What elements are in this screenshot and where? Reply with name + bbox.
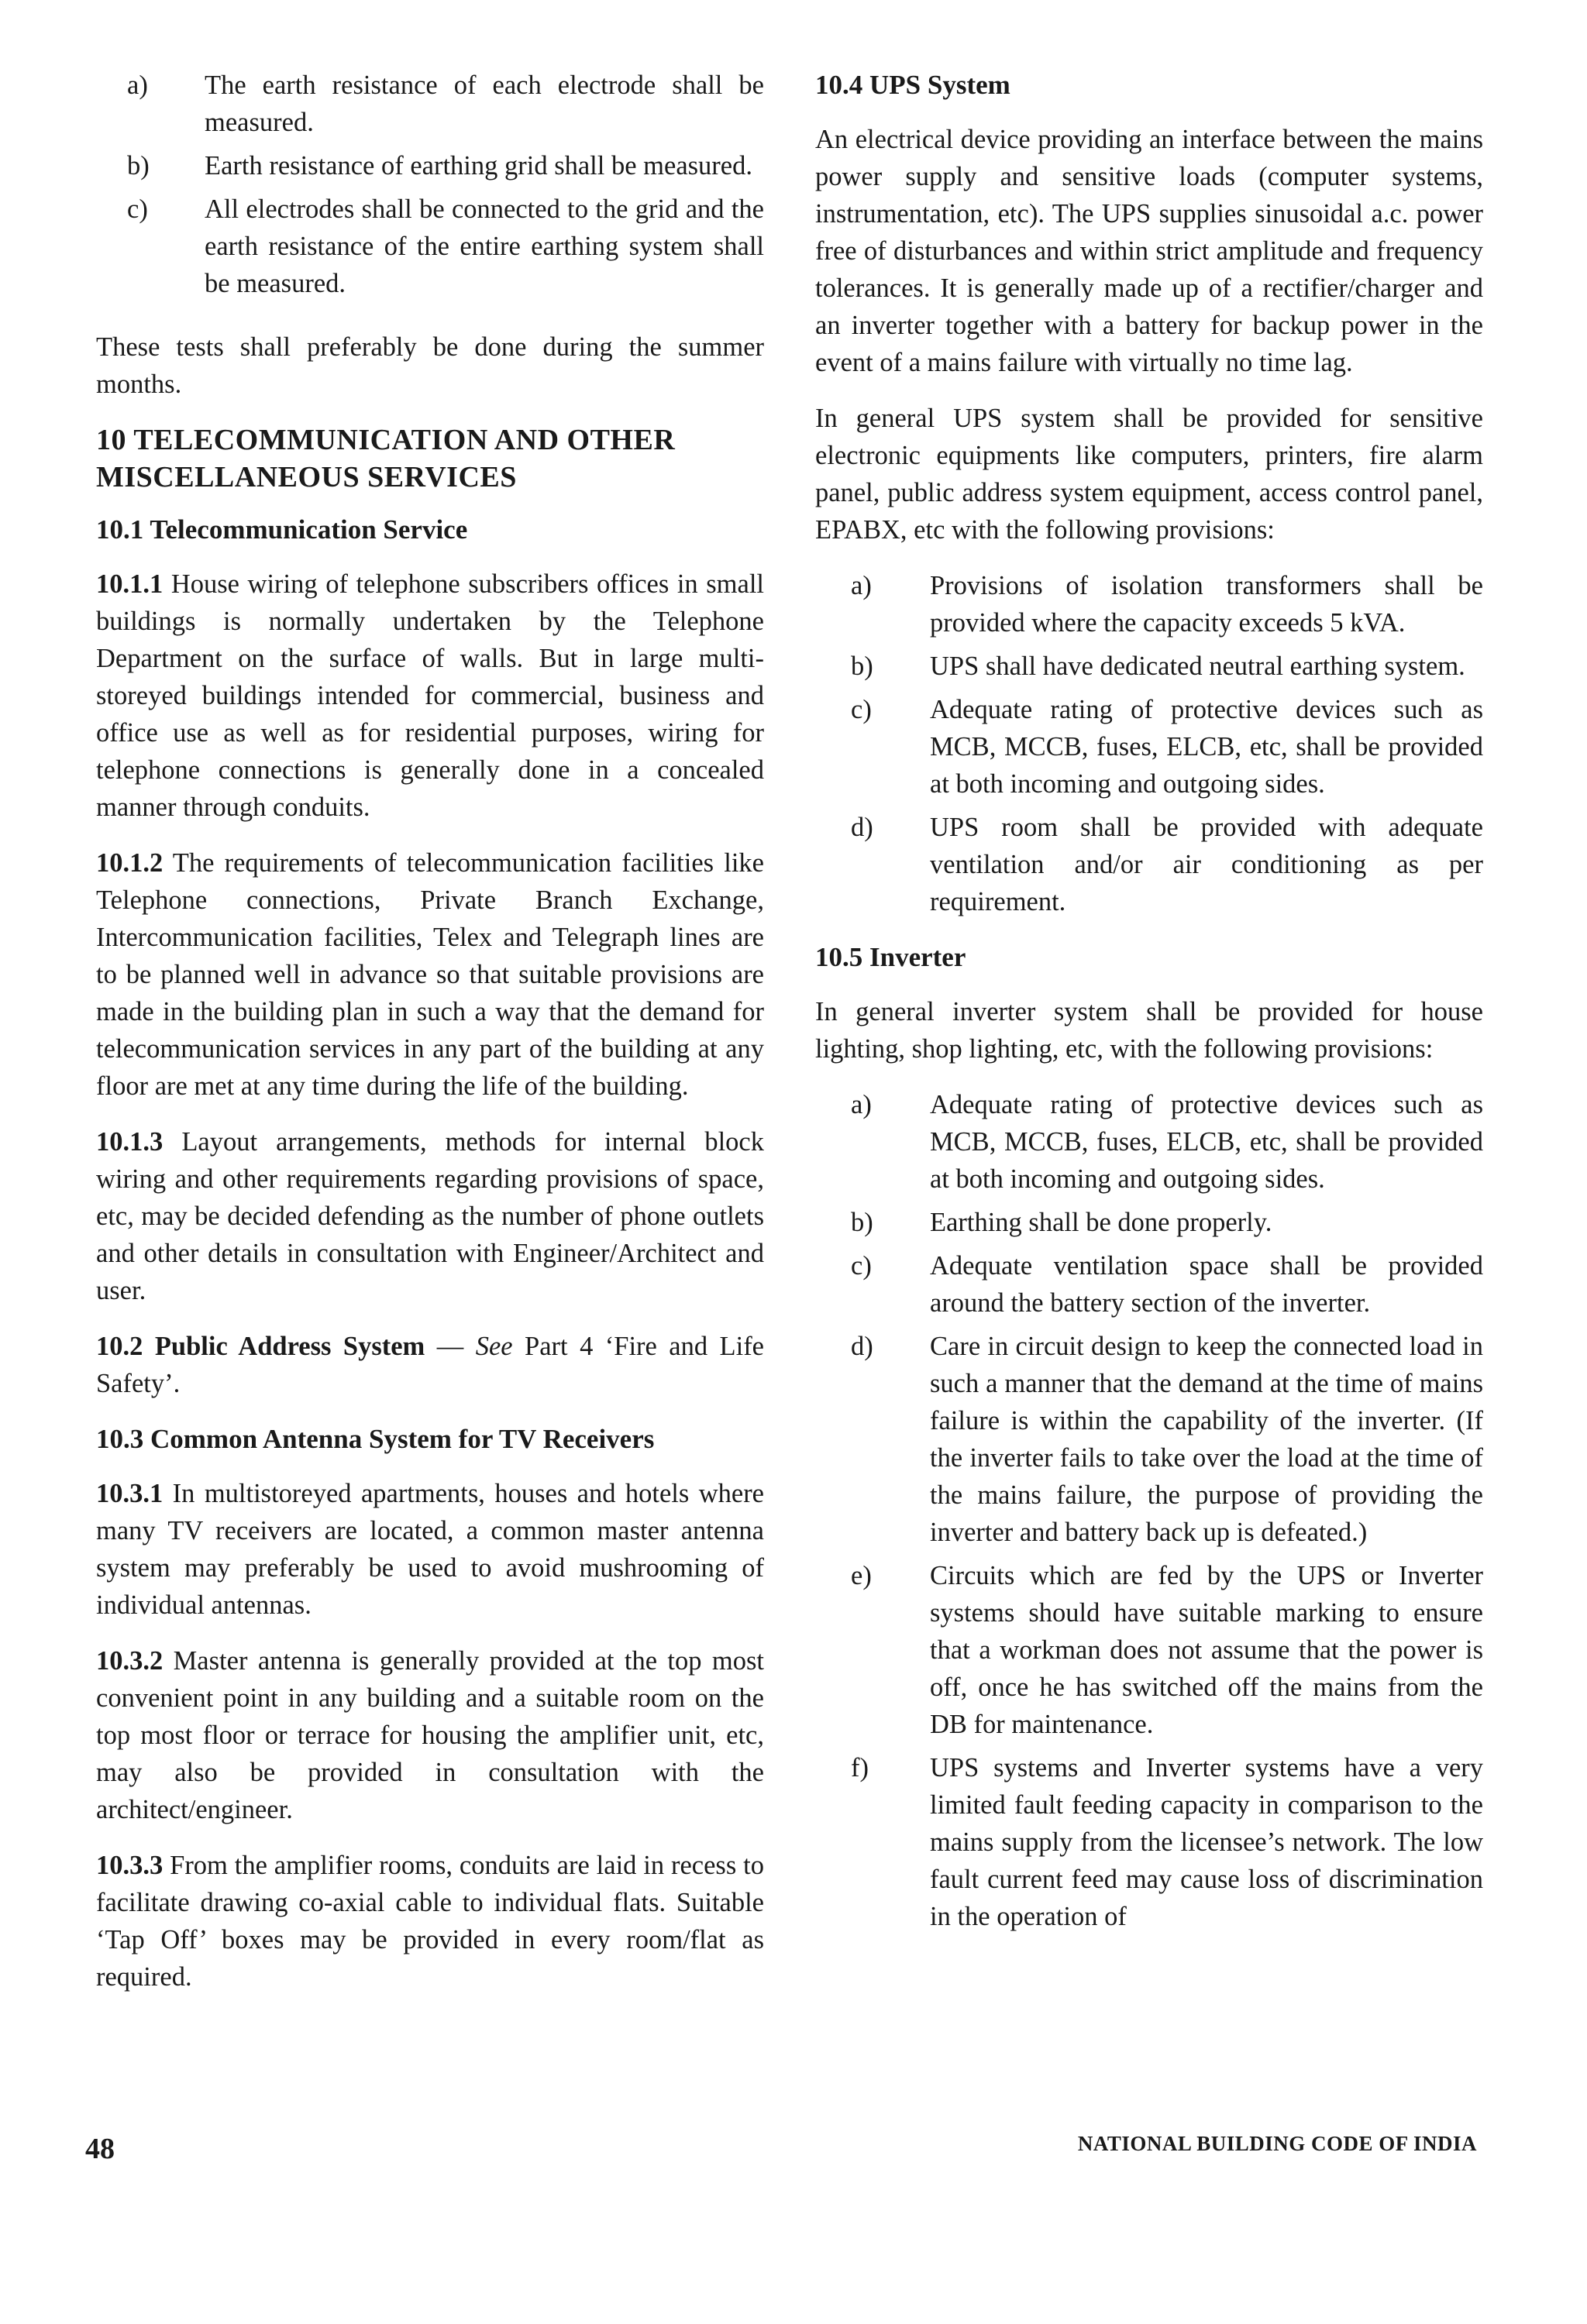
clause-number: 10.3.2	[96, 1646, 164, 1676]
clause-10-3-3	[96, 1847, 764, 1996]
list-item	[815, 1557, 1483, 1743]
list-item	[815, 1204, 1483, 1241]
page-number: 48	[85, 2133, 115, 2165]
list-item	[96, 147, 764, 184]
ups-definition-paragraph: An electrical device providing an interface between the mains power supply and sensitive loads (computer systems, instrumentation, etc). The UPS supplies sinusoidal a.c. power free of disturbances and within strict amplitude and frequency tolerances. It is generally made up of a rectifier/charger and an inverter together with a battery for backup power in the event of a mains failure with virtually no time lag.	[815, 125, 1483, 377]
list-marker: b)	[851, 651, 873, 681]
left-column	[96, 67, 764, 2014]
clause-10-3-2	[96, 1642, 764, 1828]
tests-paragraph: These tests shall preferably be done during the summer months.	[96, 332, 764, 399]
clause-number: 10.3.3	[96, 1851, 164, 1880]
list-item-text: UPS shall have dedicated neutral earthing system.	[930, 651, 1465, 681]
section-10-5-heading: 10.5 Inverter	[815, 942, 966, 972]
clause-number: 10.3.1	[96, 1479, 164, 1508]
section-10-1-heading: 10.1 Telecommunication Service	[96, 514, 468, 545]
list-marker: c)	[851, 1251, 872, 1281]
clause-number: 10.1.2	[96, 848, 164, 878]
list-marker: f)	[851, 1753, 869, 1783]
list-marker: d)	[851, 1332, 873, 1361]
list-item	[815, 1328, 1483, 1551]
list-item-text: The earth resistance of each electrode shall be measured.	[205, 70, 764, 137]
list-item-text: Provisions of isolation transformers shall be provided where the capacity exceeds 5 kVA.	[930, 571, 1483, 638]
list-item	[96, 67, 764, 141]
clause-text: Layout arrangements, methods for internal block wiring and other requirements regarding provisions of space, etc, may be decided defending as the number of phone outlets and other details in consultation with Engineer/Architect and user.	[96, 1127, 764, 1305]
running-title: NATIONAL BUILDING CODE OF INDIA	[1077, 2132, 1477, 2155]
clause-number: 10.1.1	[96, 569, 164, 599]
see-reference: See	[475, 1332, 513, 1361]
inverter-provisions-list	[815, 1086, 1483, 1935]
list-item-text: Earth resistance of earthing grid shall be measured.	[205, 151, 752, 180]
list-item	[815, 1749, 1483, 1935]
list-item	[96, 191, 764, 302]
ups-provisions-list	[815, 567, 1483, 920]
list-item-text: Circuits which are fed by the UPS or Inverter systems should have suitable marking to ensure that a workman does not assume that the power is off, once he has switched off the mains from the DB for maintenance.	[930, 1561, 1483, 1739]
clause-text: House wiring of telephone subscribers offices in small buildings is normally undertaken by the Telephone Department on the surface of walls. But in large multi-storeyed buildings intended for commercial, business and office use as well as for residential purposes, wiring for telephone connections is generally done in a concealed manner through conduits.	[96, 569, 764, 822]
clause-text: Master antenna is generally provided at the top most convenient point in any building and a suitable room on the top most floor or terrace for housing the amplifier unit, etc, may also be provided in consultation with the architect/engineer.	[96, 1646, 764, 1824]
list-item	[815, 691, 1483, 803]
inverter-provisions-intro: In general inverter system shall be provided for house lighting, shop lighting, etc, with the following provisions:	[815, 997, 1483, 1064]
list-marker: d)	[851, 813, 873, 842]
list-marker: a)	[851, 1090, 872, 1119]
clause-text: Part 4 ‘Fire and Life Safety’.	[96, 1332, 764, 1398]
list-marker: a)	[851, 571, 872, 600]
section-10-3-heading: 10.3 Common Antenna System for TV Receivers	[96, 1424, 655, 1454]
clause-text: From the amplifier rooms, conduits are laid in recess to facilitate drawing co-axial cable to individual flats. Suitable ‘Tap Off’ boxes may be provided in every room/flat as required.	[96, 1851, 764, 1992]
right-column	[815, 67, 1483, 1954]
clause-text: In multistoreyed apartments, houses and hotels where many TV receivers are located, a common master antenna system may preferably be used to avoid mushrooming of individual antennas.	[96, 1479, 764, 1620]
list-item-text: Adequate rating of protective devices such as MCB, MCCB, fuses, ELCB, etc, shall be provided at both incoming and outgoing sides.	[930, 1090, 1483, 1194]
clause-10-3-1	[96, 1475, 764, 1624]
list-marker: c)	[851, 695, 872, 724]
clause-text: The requirements of telecommunication facilities like Telephone connections, Private Branch Exchange, Intercommunication facilities, Telex and Telegraph lines are to be planned well in advance so that suitable provisions are made in the building plan in such a way that the demand for telecommunication services in any part of the building at any floor are met at any time during the life of the building.	[96, 848, 764, 1101]
list-marker: a)	[127, 70, 148, 100]
clause-10-1-3	[96, 1123, 764, 1309]
list-item	[815, 1086, 1483, 1198]
list-item-text: Earthing shall be done properly.	[930, 1208, 1272, 1237]
list-item-text: Care in circuit design to keep the connected load in such a manner that the demand at the time of mains failure is within the capability of the inverter. (If the inverter fails to take over the load at the time of the mains failure, the purpose of providing the inverter and battery back up is defeated.)	[930, 1332, 1483, 1547]
list-item-text: Adequate ventilation space shall be provided around the battery section of the inverter.	[930, 1251, 1483, 1318]
list-item-text: Adequate rating of protective devices such as MCB, MCCB, fuses, ELCB, etc, shall be provided at both incoming and outgoing sides.	[930, 695, 1483, 799]
list-item-text: All electrodes shall be connected to the grid and the earth resistance of the entire earthing system shall be measured.	[205, 194, 764, 298]
list-item	[815, 567, 1483, 641]
clause-number: 10.1.3	[96, 1127, 164, 1157]
list-item	[815, 648, 1483, 685]
list-marker: b)	[851, 1208, 873, 1237]
clause-10-2	[96, 1328, 764, 1402]
list-item	[815, 809, 1483, 920]
section-10-4-heading: 10.4 UPS System	[815, 70, 1010, 100]
list-marker: b)	[127, 151, 150, 180]
earth-test-list	[96, 67, 764, 302]
section-10-heading: 10 TELECOMMUNICATION AND OTHER MISCELLANEOUS SERVICES	[96, 424, 676, 493]
clause-number: 10.2 Public Address System	[96, 1332, 425, 1361]
list-item-text: UPS room shall be provided with adequate ventilation and/or air conditioning as per requirement.	[930, 813, 1483, 916]
ups-provisions-intro: In general UPS system shall be provided for sensitive electronic equipments like computers, printers, fire alarm panel, public address system equipment, access control panel, EPABX, etc with the following provisions:	[815, 404, 1483, 545]
list-item	[815, 1247, 1483, 1322]
em-dash: —	[425, 1332, 476, 1361]
clause-10-1-1	[96, 566, 764, 826]
list-item-text: UPS systems and Inverter systems have a very limited fault feeding capacity in comparison to the mains supply from the licensee’s network. The low fault current feed may cause loss of discrimination in the operation of	[930, 1753, 1483, 1931]
list-marker: c)	[127, 194, 148, 224]
list-marker: e)	[851, 1561, 872, 1590]
clause-10-1-2	[96, 844, 764, 1105]
